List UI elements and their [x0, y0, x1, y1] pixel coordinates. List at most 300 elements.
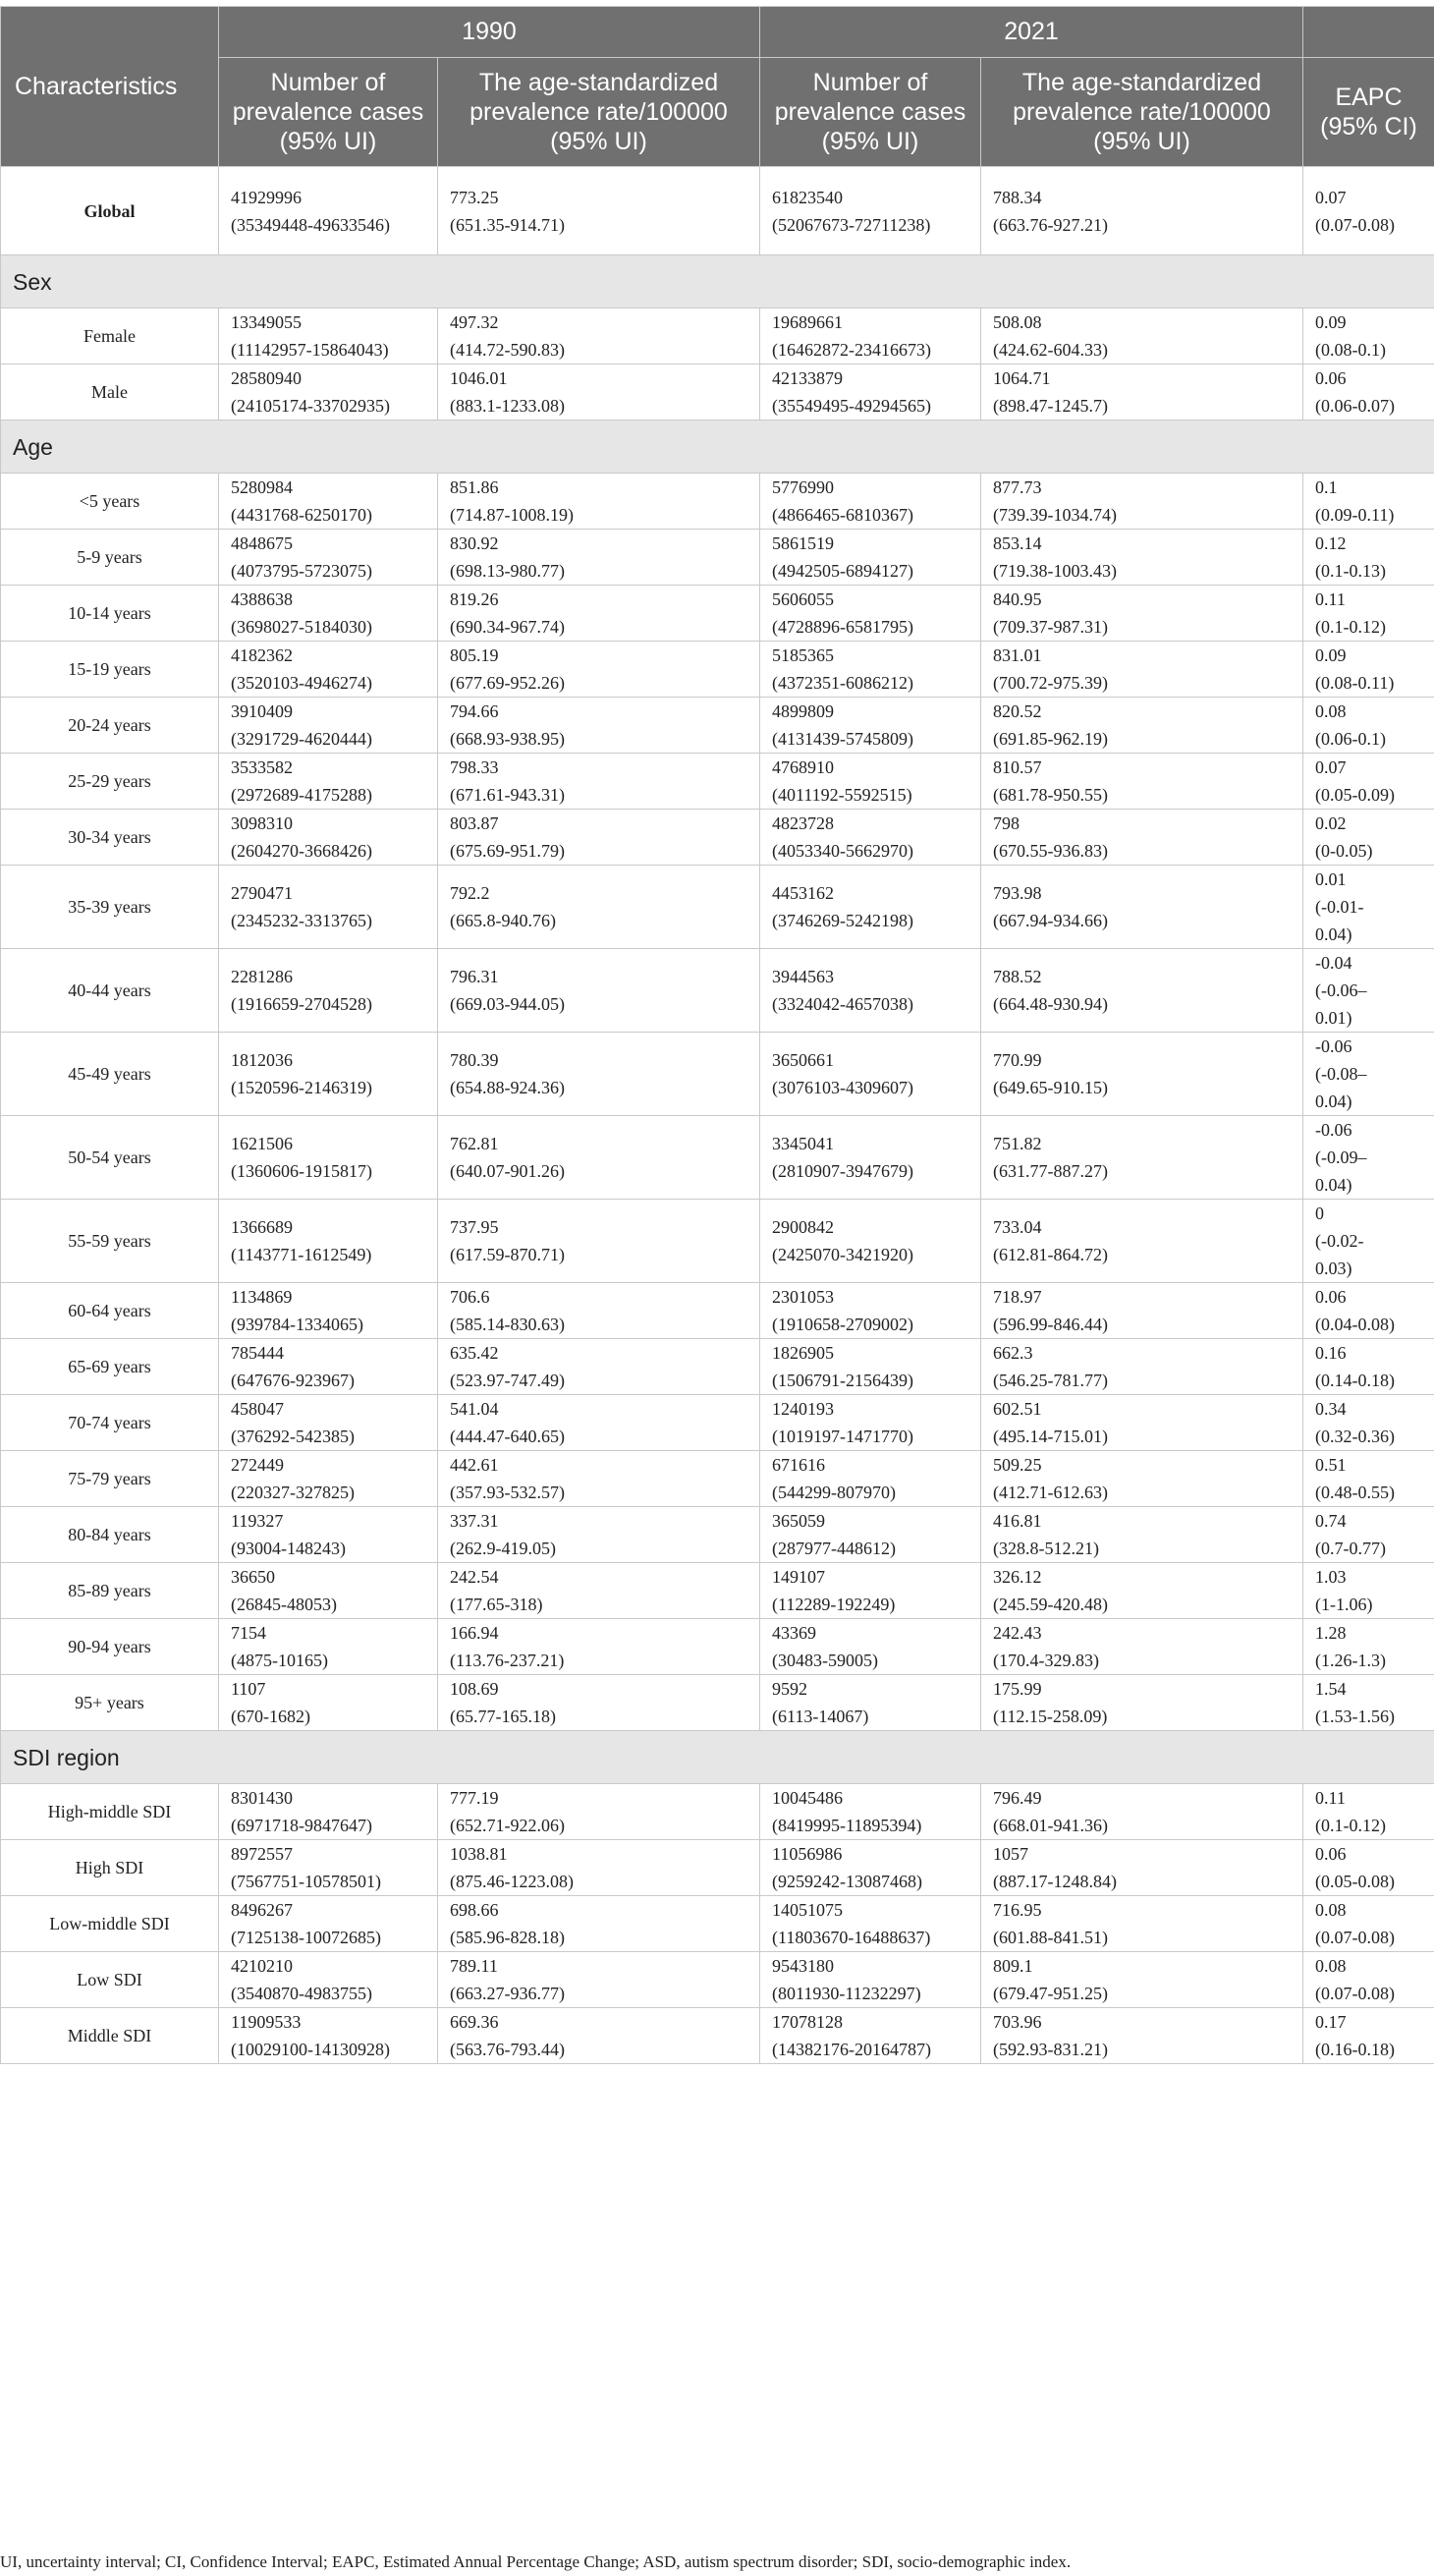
row-label: 35-39 years [1, 866, 219, 949]
cell-interval: (523.97-747.49) [450, 1371, 565, 1390]
cell-rate-1990 [438, 698, 760, 754]
cell-value: 4848675 [231, 533, 293, 553]
cell-value: 1046.01 [450, 368, 508, 388]
row-label: <5 years [1, 474, 219, 530]
cell-rate-1990 [438, 866, 760, 949]
cell-interval: (617.59-870.71) [450, 1245, 565, 1264]
cell-interval: (412.71-612.63) [993, 1483, 1108, 1502]
table-row [1, 1619, 1434, 1675]
cell-value: 798.33 [450, 757, 499, 777]
cell-rate-2021 [981, 474, 1303, 530]
cell-eapc [1303, 364, 1434, 420]
cell-cases-2021 [760, 1507, 981, 1563]
cell-interval: (544299-807970) [772, 1483, 896, 1502]
cell-interval: (585.14-830.63) [450, 1315, 565, 1334]
cell-interval: (6113-14067) [772, 1707, 869, 1726]
cell-eapc [1303, 1896, 1434, 1952]
cell-interval: (1910658-2709002) [772, 1315, 913, 1334]
cell-cases-1990 [219, 530, 438, 586]
cell-interval: (0.07-0.08) [1315, 214, 1395, 235]
cell-value: 1621506 [231, 1134, 293, 1153]
cell-interval: (0-0.05) [1315, 841, 1373, 861]
cell-interval: (0.7-0.77) [1315, 1539, 1386, 1558]
cell-value: 840.95 [993, 589, 1042, 609]
cell-interval: (691.85-962.19) [993, 729, 1108, 749]
row-label: 90-94 years [1, 1619, 219, 1675]
cell-rate-2021 [981, 810, 1303, 866]
cell-rate-1990 [438, 642, 760, 698]
cell-rate-2021 [981, 1116, 1303, 1200]
cell-value: 1064.71 [993, 368, 1051, 388]
row-label: 10-14 years [1, 586, 219, 642]
row-label: 80-84 years [1, 1507, 219, 1563]
cell-value: 0.08 [1315, 701, 1347, 721]
cell-value: 796.31 [450, 967, 499, 986]
cell-cases-2021 [760, 1619, 981, 1675]
row-label: 65-69 years [1, 1339, 219, 1395]
cell-interval: (612.81-864.72) [993, 1245, 1108, 1264]
cell-value: 0.12 [1315, 533, 1347, 553]
cell-interval: (262.9-419.05) [450, 1539, 556, 1558]
cell-interval: (883.1-1233.08) [450, 396, 565, 416]
cell-interval: (0.08-0.1) [1315, 340, 1386, 360]
row-label: Middle SDI [1, 2008, 219, 2064]
cell-interval: (1143771-1612549) [231, 1245, 372, 1264]
cell-interval: (10029100-14130928) [231, 2040, 390, 2059]
cell-eapc [1303, 1451, 1434, 1507]
cell-cases-1990 [219, 754, 438, 810]
cell-value: 0.11 [1315, 589, 1346, 609]
cell-value: 0 [1315, 1204, 1324, 1223]
cell-interval: (719.38-1003.43) [993, 561, 1117, 581]
cell-cases-1990 [219, 866, 438, 949]
cell-eapc [1303, 1675, 1434, 1731]
row-label: Low-middle SDI [1, 1896, 219, 1952]
cell-value: 1057 [993, 1844, 1028, 1864]
cell-interval: (3291729-4620444) [231, 729, 372, 749]
cell-value: -0.06 [1315, 1036, 1352, 1056]
cell-cases-2021 [760, 1451, 981, 1507]
cell-value: 0.11 [1315, 1788, 1346, 1808]
row-label: 45-49 years [1, 1033, 219, 1116]
cell-value: 11056986 [772, 1844, 843, 1864]
row-label: 15-19 years [1, 642, 219, 698]
cell-interval: (679.47-951.25) [993, 1984, 1108, 2003]
cell-rate-2021 [981, 167, 1303, 255]
cell-value: 698.66 [450, 1900, 499, 1920]
cell-cases-1990 [219, 2008, 438, 2064]
cell-interval: (9259242-13087468) [772, 1872, 922, 1891]
cell-rate-1990 [438, 1283, 760, 1339]
cell-cases-1990 [219, 642, 438, 698]
cell-value: 0.02 [1315, 813, 1347, 833]
cell-value: 0.01 [1315, 869, 1347, 889]
cell-eapc [1303, 1952, 1434, 2008]
cell-rate-1990 [438, 754, 760, 810]
cell-value: 17078128 [772, 2012, 843, 2032]
cell-interval: (698.13-980.77) [450, 561, 565, 581]
cell-interval: (0.05-0.09) [1315, 785, 1395, 805]
cell-interval: (287977-448612) [772, 1539, 896, 1558]
cell-interval: (4131439-5745809) [772, 729, 913, 749]
cell-cases-2021 [760, 1339, 981, 1395]
cell-cases-1990 [219, 1033, 438, 1116]
cell-interval: (3746269-5242198) [772, 911, 913, 930]
row-label: 55-59 years [1, 1200, 219, 1283]
cell-interval: (4942505-6894127) [772, 561, 913, 581]
cell-interval: (2810907-3947679) [772, 1161, 913, 1181]
cell-rate-1990 [438, 364, 760, 420]
cell-value: 733.04 [993, 1217, 1042, 1237]
table-row [1, 949, 1434, 1033]
cell-rate-2021 [981, 1952, 1303, 2008]
section-header [1, 420, 1434, 474]
row-label: 75-79 years [1, 1451, 219, 1507]
cell-interval: (7125138-10072685) [231, 1928, 381, 1947]
cell-value: 4453162 [772, 883, 834, 903]
cell-interval: (112289-192249) [772, 1595, 896, 1614]
cell-value: 3533582 [231, 757, 293, 777]
cell-eapc [1303, 949, 1434, 1033]
cell-value: 0.51 [1315, 1455, 1347, 1475]
cell-value: 762.81 [450, 1134, 499, 1153]
cell-cases-2021 [760, 754, 981, 810]
cell-interval: (677.69-952.26) [450, 673, 565, 693]
cell-value: 0.09 [1315, 312, 1347, 332]
cell-value: 0.1 [1315, 477, 1338, 497]
row-label: 40-44 years [1, 949, 219, 1033]
cell-cases-1990 [219, 1952, 438, 2008]
cell-value: 3345041 [772, 1134, 834, 1153]
table-row [1, 1339, 1434, 1395]
cell-rate-1990 [438, 1339, 760, 1395]
cell-interval: (112.15-258.09) [993, 1707, 1108, 1726]
cell-rate-2021 [981, 1675, 1303, 1731]
cell-rate-2021 [981, 364, 1303, 420]
cell-value: 798 [993, 813, 1020, 833]
cell-interval: (739.39-1034.74) [993, 505, 1117, 525]
cell-cases-2021 [760, 530, 981, 586]
cell-interval: (4372351-6086212) [772, 673, 913, 693]
cell-value: 0.16 [1315, 1343, 1347, 1363]
table-row [1, 586, 1434, 642]
row-label: High SDI [1, 1840, 219, 1896]
cell-value: 4182362 [231, 645, 293, 665]
cell-value: 796.49 [993, 1788, 1042, 1808]
cell-value: 1812036 [231, 1050, 293, 1070]
cell-interval: (424.62-604.33) [993, 340, 1108, 360]
cell-interval: (11803670-16488637) [772, 1928, 931, 1947]
cell-cases-1990 [219, 1675, 438, 1731]
cell-value: 2301053 [772, 1287, 834, 1307]
cell-interval: (654.88-924.36) [450, 1078, 565, 1097]
cell-value: 61823540 [772, 187, 843, 207]
cell-value: 4823728 [772, 813, 834, 833]
cell-rate-2021 [981, 1840, 1303, 1896]
cell-interval: (563.76-793.44) [450, 2040, 565, 2059]
cell-cases-1990 [219, 586, 438, 642]
cell-value: 792.2 [450, 883, 490, 903]
cell-interval: (690.34-967.74) [450, 617, 565, 637]
cell-value: 19689661 [772, 312, 843, 332]
cell-interval: (0.1-0.12) [1315, 617, 1386, 637]
cell-eapc [1303, 1339, 1434, 1395]
cell-eapc [1303, 586, 1434, 642]
cell-interval: (671.61-943.31) [450, 785, 565, 805]
cell-cases-1990 [219, 1395, 438, 1451]
cell-interval: (939784-1334065) [231, 1315, 363, 1334]
cell-rate-1990 [438, 474, 760, 530]
cell-interval: (3076103-4309607) [772, 1078, 913, 1097]
cell-rate-1990 [438, 167, 760, 255]
cell-interval: (709.37-987.31) [993, 617, 1108, 637]
cell-value: 108.69 [450, 1679, 499, 1699]
cell-value: 773.25 [450, 187, 499, 207]
cell-value: 41929996 [231, 187, 302, 207]
cell-rate-2021 [981, 1339, 1303, 1395]
cell-eapc [1303, 1563, 1434, 1619]
cell-value: 1107 [231, 1679, 266, 1699]
cell-interval: (-0.08– [1315, 1064, 1367, 1084]
cell-interval: (93004-148243) [231, 1539, 346, 1558]
cell-value: 671616 [772, 1455, 825, 1475]
section-header [1, 255, 1434, 308]
cell-rate-1990 [438, 1675, 760, 1731]
cell-value: 602.51 [993, 1399, 1042, 1419]
cell-cases-1990 [219, 698, 438, 754]
cell-eapc [1303, 698, 1434, 754]
cell-eapc [1303, 642, 1434, 698]
table-row [1, 364, 1434, 420]
table-row [1, 1563, 1434, 1619]
table-row [1, 474, 1434, 530]
cell-value: 809.1 [993, 1956, 1033, 1976]
cell-value: 337.31 [450, 1511, 499, 1531]
cell-rate-1990 [438, 586, 760, 642]
table-row [1, 1952, 1434, 2008]
table-row [1, 1200, 1434, 1283]
cell-value: 509.25 [993, 1455, 1042, 1475]
cell-interval: (177.65-318) [450, 1595, 543, 1614]
cell-value: -0.04 [1315, 953, 1352, 973]
cell-interval: (170.4-329.83) [993, 1651, 1099, 1670]
cell-cases-2021 [760, 586, 981, 642]
cell-interval: (357.93-532.57) [450, 1483, 565, 1502]
cell-interval: (887.17-1248.84) [993, 1872, 1117, 1891]
cell-value: 9543180 [772, 1956, 834, 1976]
cell-interval: (4073795-5723075) [231, 561, 372, 581]
row-label: 50-54 years [1, 1116, 219, 1200]
cell-rate-1990 [438, 1507, 760, 1563]
cell-value: 785444 [231, 1343, 284, 1363]
cell-interval: (4053340-5662970) [772, 841, 913, 861]
cell-value: 242.54 [450, 1567, 499, 1587]
cell-value: 36650 [231, 1567, 275, 1587]
cell-eapc [1303, 2008, 1434, 2064]
cell-interval: (4011192-5592515) [772, 785, 912, 805]
table-row [1, 698, 1434, 754]
cell-rate-2021 [981, 1283, 1303, 1339]
cell-cases-1990 [219, 474, 438, 530]
cell-interval: (1.53-1.56) [1315, 1707, 1395, 1726]
row-label: 60-64 years [1, 1283, 219, 1339]
cell-eapc [1303, 1200, 1434, 1283]
cell-rate-1990 [438, 530, 760, 586]
table-row [1, 530, 1434, 586]
cell-value: 497.32 [450, 312, 499, 332]
cell-cases-1990 [219, 1116, 438, 1200]
cell-value: 1366689 [231, 1217, 293, 1237]
cell-value: 4388638 [231, 589, 293, 609]
cell-eapc [1303, 866, 1434, 949]
cell-interval: (1-1.06) [1315, 1595, 1373, 1614]
cell-interval: (414.72-590.83) [450, 340, 565, 360]
cell-rate-2021 [981, 698, 1303, 754]
cell-value: 788.34 [993, 187, 1042, 207]
cell-value: 4210210 [231, 1956, 293, 1976]
cell-cases-1990 [219, 1283, 438, 1339]
cell-interval: (3324042-4657038) [772, 994, 913, 1014]
cell-value: 1.28 [1315, 1623, 1347, 1643]
cell-eapc [1303, 1840, 1434, 1896]
cell-interval: (2604270-3668426) [231, 841, 372, 861]
cell-cases-2021 [760, 167, 981, 255]
cell-interval: (26845-48053) [231, 1595, 337, 1614]
cell-value: 703.96 [993, 2012, 1042, 2032]
cell-value: 149107 [772, 1567, 825, 1587]
cell-eapc [1303, 810, 1434, 866]
cell-value: 8972557 [231, 1844, 293, 1864]
table-row [1, 1451, 1434, 1507]
table-footnote: UI, uncertainty interval; CI, Confidence Interval; EAPC, Estimated Annual Percentage Change; ASD, autism spectrum disorder; SDI, socio-demographic index. [0, 2552, 1072, 2571]
cell-value: 1240193 [772, 1399, 834, 1419]
cell-interval: (0.09-0.11) [1315, 505, 1395, 525]
cell-interval: (640.07-901.26) [450, 1161, 565, 1181]
cell-cases-1990 [219, 1451, 438, 1507]
cell-rate-2021 [981, 1619, 1303, 1675]
cell-interval: (667.94-934.66) [993, 911, 1108, 930]
cell-eapc [1303, 1395, 1434, 1451]
cell-cases-1990 [219, 308, 438, 364]
cell-value: 442.61 [450, 1455, 499, 1475]
cell-value: 4768910 [772, 757, 834, 777]
cell-value: 803.87 [450, 813, 499, 833]
cell-interval: (664.48-930.94) [993, 994, 1108, 1014]
cell-cases-2021 [760, 1563, 981, 1619]
cell-interval: (376292-542385) [231, 1427, 355, 1446]
table-row [1, 1033, 1434, 1116]
cell-interval: (4866465-6810367) [772, 505, 913, 525]
cell-value: 662.3 [993, 1343, 1033, 1363]
cell-cases-2021 [760, 642, 981, 698]
cell-value: 119327 [231, 1511, 284, 1531]
cell-interval: (35349448-49633546) [231, 214, 390, 235]
section-title: Sex [1, 255, 1434, 308]
cell-value: 8496267 [231, 1900, 293, 1920]
cell-value: 5606055 [772, 589, 834, 609]
cell-value: 365059 [772, 1511, 825, 1531]
cell-cases-2021 [760, 308, 981, 364]
cell-cases-2021 [760, 1840, 981, 1896]
cell-interval: (665.8-940.76) [450, 911, 556, 930]
cell-interval: (-0.09– [1315, 1148, 1367, 1167]
cell-value: 166.94 [450, 1623, 499, 1643]
cell-interval: (14382176-20164787) [772, 2040, 931, 2059]
cell-interval: (328.8-512.21) [993, 1539, 1099, 1558]
cell-value: 788.52 [993, 967, 1042, 986]
cell-interval: (8011930-11232297) [772, 1984, 921, 2003]
cell-interval: (-0.01- [1315, 897, 1364, 917]
cell-rate-2021 [981, 949, 1303, 1033]
cell-interval: 0.04) [1315, 1092, 1352, 1111]
cell-interval: (592.93-831.21) [993, 2040, 1108, 2059]
cell-rate-1990 [438, 1033, 760, 1116]
cell-value: 789.11 [450, 1956, 498, 1976]
row-label: 5-9 years [1, 530, 219, 586]
table-row [1, 1283, 1434, 1339]
cell-rate-2021 [981, 2008, 1303, 2064]
cell-rate-2021 [981, 530, 1303, 586]
cell-rate-2021 [981, 308, 1303, 364]
cell-interval: 0.04) [1315, 1175, 1352, 1195]
cell-interval: (596.99-846.44) [993, 1315, 1108, 1334]
cell-cases-2021 [760, 698, 981, 754]
cell-interval: (11142957-15864043) [231, 340, 389, 360]
header-eapc: EAPC (95% CI) [1303, 58, 1434, 167]
header-empty-cell [1303, 7, 1434, 58]
cell-value: 3944563 [772, 967, 834, 986]
cell-value: 669.36 [450, 2012, 499, 2032]
cell-interval: (651.35-914.71) [450, 214, 565, 235]
header-cases-2021: Number of prevalence cases (95% UI) [760, 58, 981, 167]
cell-value: 830.92 [450, 533, 499, 553]
row-label: 95+ years [1, 1675, 219, 1731]
cell-cases-2021 [760, 1116, 981, 1200]
cell-value: 5861519 [772, 533, 834, 553]
table-row [1, 167, 1434, 255]
table-row [1, 1116, 1434, 1200]
cell-cases-2021 [760, 1283, 981, 1339]
row-label: Female [1, 308, 219, 364]
cell-interval: (875.46-1223.08) [450, 1872, 574, 1891]
cell-value: 508.08 [993, 312, 1042, 332]
cell-cases-2021 [760, 364, 981, 420]
table-row [1, 810, 1434, 866]
cell-value: 5280984 [231, 477, 293, 497]
cell-cases-2021 [760, 1784, 981, 1840]
row-label: 25-29 years [1, 754, 219, 810]
cell-value: 780.39 [450, 1050, 499, 1070]
cell-value: 716.95 [993, 1900, 1042, 1920]
header-rate-2021: The age-standardized prevalence rate/100000 (95% UI) [981, 58, 1303, 167]
cell-interval: (1520596-2146319) [231, 1078, 372, 1097]
cell-value: 175.99 [993, 1679, 1042, 1699]
cell-cases-1990 [219, 1784, 438, 1840]
cell-eapc [1303, 1033, 1434, 1116]
cell-interval: (444.47-640.65) [450, 1427, 565, 1446]
cell-value: 242.43 [993, 1623, 1042, 1643]
cell-cases-1990 [219, 810, 438, 866]
cell-rate-1990 [438, 810, 760, 866]
table-row [1, 866, 1434, 949]
cell-cases-2021 [760, 1200, 981, 1283]
cell-value: 0.17 [1315, 2012, 1347, 2032]
cell-value: 820.52 [993, 701, 1042, 721]
cell-eapc [1303, 1283, 1434, 1339]
cell-interval: (1506791-2156439) [772, 1371, 913, 1390]
header-year-2021: 2021 [760, 7, 1303, 58]
cell-interval: (220327-327825) [231, 1483, 355, 1502]
